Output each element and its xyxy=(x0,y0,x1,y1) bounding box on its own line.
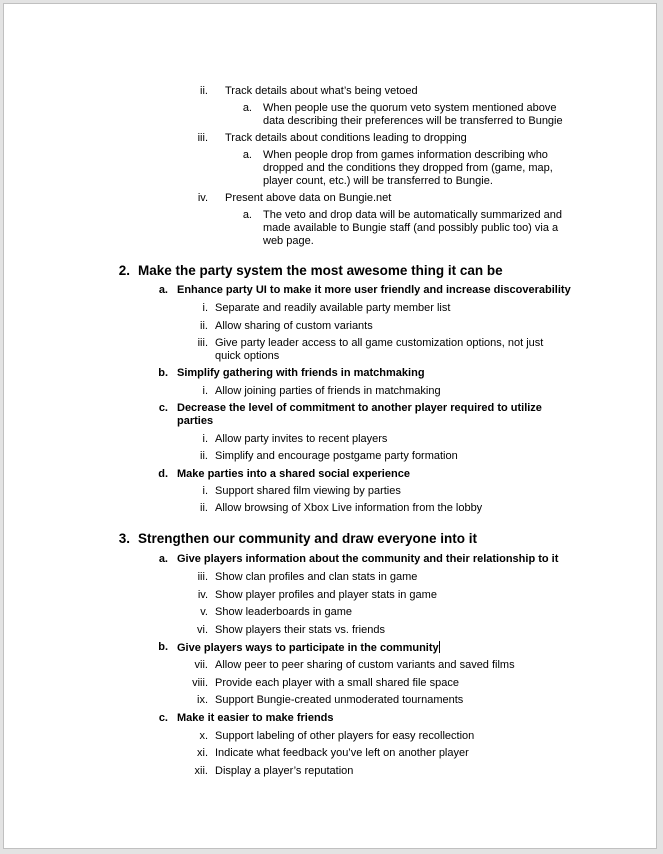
text-cursor xyxy=(439,641,440,653)
section-title: Make the party system the most awesome thing it can be xyxy=(138,263,503,278)
list-number: iv. xyxy=(197,192,208,204)
list-text: Track details about conditions leading to dropping xyxy=(225,132,467,144)
list-number: a. xyxy=(242,102,252,114)
list-text: Present above data on Bungie.net xyxy=(225,192,392,204)
list-text: When people drop from games information describing who xyxy=(263,149,548,161)
list-number: ii. xyxy=(200,85,208,97)
list-number: iii. xyxy=(197,132,208,144)
list-number: a. xyxy=(242,209,252,221)
list-text: When people use the quorum veto system mentioned above xyxy=(263,102,557,114)
section-number: 2. xyxy=(118,263,130,278)
list-text: Track details about what’s being vetoed xyxy=(225,85,418,97)
section-title: Strengthen our community and draw everyone into it xyxy=(138,531,478,546)
list-number: a. xyxy=(242,149,252,161)
list-text: The veto and drop data will be automatically summarized and xyxy=(263,209,562,221)
document-page[interactable]: ii. Track details about what’s being vetoed a. When people use the quorum veto system mentioned above data describing their preferences will be transferred to Bungie iii. Track details about conditions leading to dropping a. When people drop from games information describing who dropped and the conditions they dropped from (game, map, player count, etc.) will be transferred to Bungie. iv. Present above data on Bungie.net a. The veto and drop data will be automatically summarized and made available to Bungie staff (and possibly public too) via a web page. 2. Make the party system the most awesome thing it can be a. Enhance party UI to make it more user friendly and increase discoverability i. Separate and readily available party member list ii. Allow sharing of custom variants iii. Give party leader access to all game customization options, not just quick options b. Simplify gathering with friends in matchmaking i. Allow joining parties of friends in matchmaking c. Decrease the level of commitment to another player required to utilize parties i. Allow party invites to recent players ii. Simplify and encourage postgame party formation d. Make parties into a shared social experience i. Support shared film viewing by parties ii. Allow browsing of Xbox Live information from the lobby 3. Strengthen our community and draw everyone into it a. Give players information about the community and their relationship to it iii. Show clan profiles and clan stats in game iv. Show player profiles and player stats in game v. Show leaderboards in game vi. Show players their stats vs. friends b. Give players ways to participate in the community vii. Allow peer to peer sharing of custom variants and saved films viii. Provide each player with a small shared file space ix. Support Bungie-created unmoderated tournaments c. Make it easier to make friends x. Support labeling of other players for easy recollection xi. Indicate what feedback you’ve left on another player xii. Display a player’s reputation xyxy=(3,3,657,849)
section-number: 3. xyxy=(118,531,130,546)
